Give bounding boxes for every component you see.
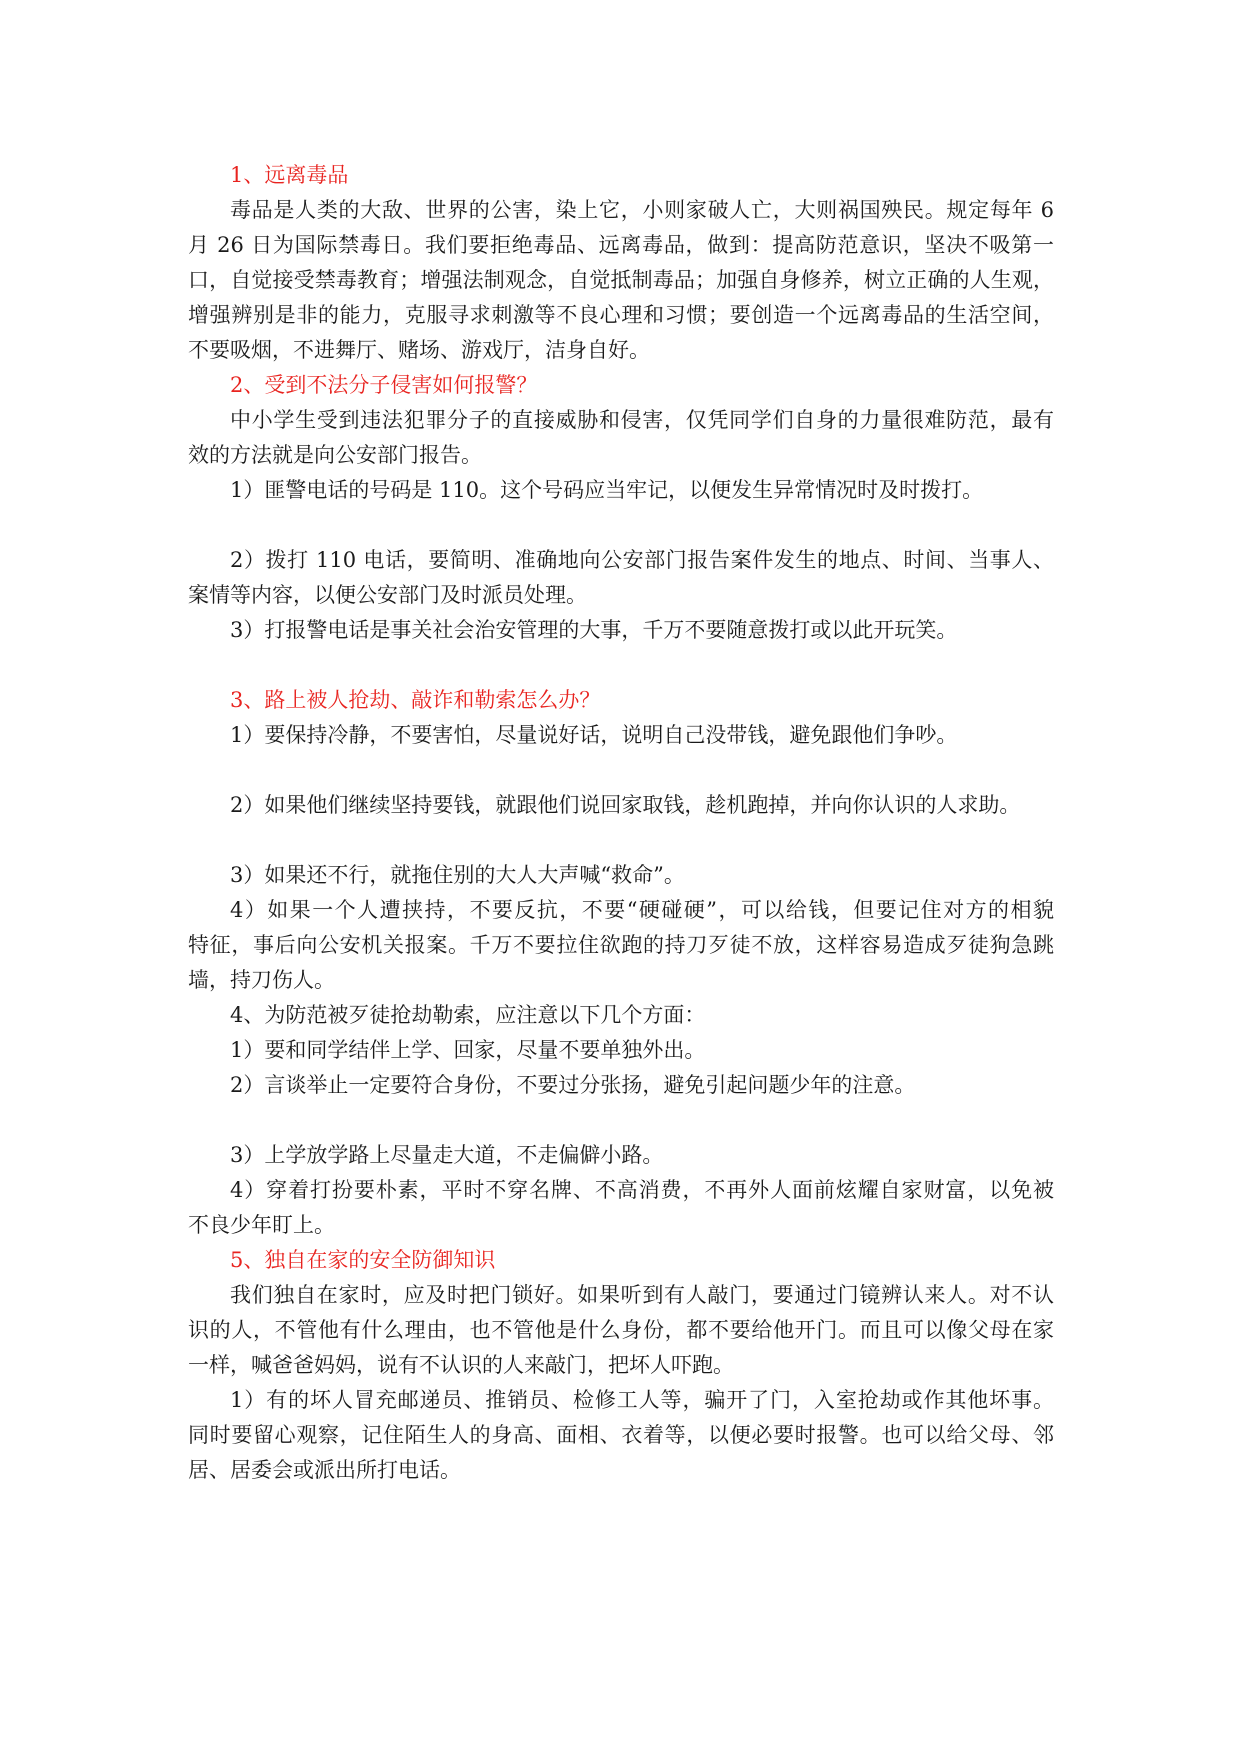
section-5-paragraph-line: 识的人，不管他有什么理由，也不管他是什么身份，都不要给他开门。而且可以像父母在家 [188, 1318, 1054, 1342]
section-4-item-4-line: 不良少年盯上。 [188, 1213, 335, 1237]
section-1-paragraph-line: 月 26 日为国际禁毒日。我们要拒绝毒品、远离毒品，做到：提高防范意识，坚决不吸第一 [188, 233, 1054, 257]
document-page [188, 158, 1054, 1488]
section-3-item-4-line: 特征，事后向公安机关报案。千万不要拉住欲跑的持刀歹徒不放，这样容易造成歹徒狗急跳 [188, 933, 1054, 957]
section-4-item-4-line: 4）穿着打扮要朴素，平时不穿名牌、不高消费，不再外人面前炫耀自家财富，以免被 [230, 1178, 1054, 1202]
section-1-paragraph-line: 不要吸烟，不进舞厅、赌场、游戏厅，洁身自好。 [188, 338, 650, 362]
section-1-paragraph-line: 增强辨别是非的能力，克服寻求刺激等不良心理和习惯；要创造一个远离毒品的生活空间， [188, 303, 1054, 327]
section-4-item-3: 3）上学放学路上尽量走大道，不走偏僻小路。 [230, 1143, 664, 1167]
section-2-paragraph-line: 中小学生受到违法犯罪分子的直接威胁和侵害，仅凭同学们自身的力量很难防范，最有 [230, 408, 1054, 432]
section-2-heading: 2、受到不法分子侵害如何报警？ [230, 373, 538, 397]
section-1-paragraph-line: 口，自觉接受禁毒教育；增强法制观念，自觉抵制毒品；加强自身修养，树立正确的人生观， [188, 268, 1054, 292]
section-3-item-4-line: 墙，持刀伤人。 [188, 968, 335, 992]
section-2-item-2-line: 案情等内容，以便公安部门及时派员处理。 [188, 583, 587, 607]
section-5-item-1-line: 1）有的坏人冒充邮递员、推销员、检修工人等，骗开了门，入室抢劫或作其他坏事。 [230, 1388, 1054, 1412]
section-5-item-1-line: 居、居委会或派出所打电话。 [188, 1458, 461, 1482]
section-2-item-3: 3）打报警电话是事关社会治安管理的大事，千万不要随意拨打或以此开玩笑。 [230, 618, 958, 642]
section-5-heading: 5、独自在家的安全防御知识 [230, 1248, 496, 1272]
blank-line [188, 823, 1054, 858]
section-5-item-1-line: 同时要留心观察，记住陌生人的身高、面相、衣着等，以便必要时报警。也可以给父母、邻 [188, 1423, 1054, 1447]
section-3-item-1: 1）要保持冷静，不要害怕，尽量说好话，说明自己没带钱，避免跟他们争吵。 [230, 723, 958, 747]
section-3-item-2: 2）如果他们继续坚持要钱，就跟他们说回家取钱，趁机跑掉，并向你认识的人求助。 [230, 793, 1021, 817]
section-2-item-2-line: 2）拨打 110 电话，要简明、准确地向公安部门报告案件发生的地点、时间、当事人、 [230, 548, 1054, 572]
blank-line [188, 508, 1054, 543]
section-3-item-3: 3）如果还不行，就拖住别的大人大声喊“救命”。 [230, 863, 685, 887]
section-2-item-1: 1）匪警电话的号码是 110。这个号码应当牢记，以便发生异常情况时及时拨打。 [230, 478, 984, 502]
section-2-paragraph-line: 效的方法就是向公安部门报告。 [188, 443, 482, 467]
section-4-item-2: 2）言谈举止一定要符合身份，不要过分张扬，避免引起问题少年的注意。 [230, 1073, 916, 1097]
section-5-paragraph-line: 一样，喊爸爸妈妈，说有不认识的人来敲门，把坏人吓跑。 [188, 1353, 734, 1377]
section-5-paragraph-line: 我们独自在家时，应及时把门锁好。如果听到有人敲门，要通过门镜辨认来人。对不认 [230, 1283, 1054, 1307]
section-4-item-1: 1）要和同学结伴上学、回家，尽量不要单独外出。 [230, 1038, 706, 1062]
section-3-heading: 3、路上被人抢劫、敲诈和勒索怎么办？ [230, 688, 601, 712]
section-4-heading: 4、为防范被歹徒抢劫勒索，应注意以下几个方面： [230, 1003, 706, 1027]
blank-line [188, 1103, 1054, 1138]
section-1-paragraph-line: 毒品是人类的大敌、世界的公害，染上它，小则家破人亡，大则祸国殃民。规定每年 6 [230, 198, 1054, 222]
blank-line [188, 648, 1054, 683]
blank-line [188, 753, 1054, 788]
section-3-item-4-line: 4）如果一个人遭挟持，不要反抗，不要“硬碰硬”，可以给钱，但要记住对方的相貌 [230, 898, 1054, 922]
section-1-heading: 1、远离毒品 [230, 163, 349, 187]
